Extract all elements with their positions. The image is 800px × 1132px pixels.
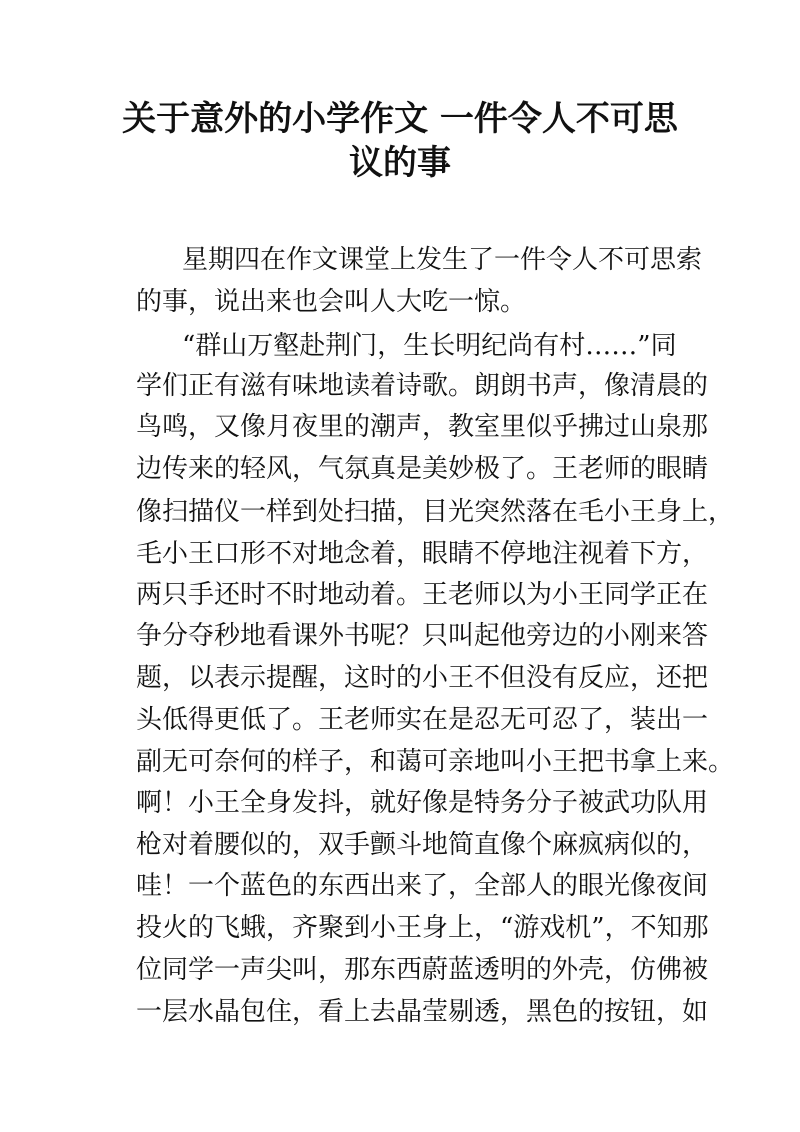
paragraph-line: “群山万壑赴荆门，生长明纪尚有村……”同	[182, 331, 677, 361]
paragraph-line: 位同学一声尖叫，那东西蔚蓝透明的外壳，仿佛被	[136, 955, 709, 985]
paragraph-line: 边传来的轻风，气氛真是美妙极了。王老师的眼睛	[136, 454, 709, 484]
document-title-line-2: 议的事	[349, 143, 451, 183]
document-title-line-1: 关于意外的小学作文 一件令人不可思	[122, 99, 678, 139]
paragraph-line: 鸟鸣，又像月夜里的潮声，教室里似乎拂过山泉那	[136, 412, 709, 442]
paragraph-line: 哇！一个蓝色的东西出来了，全部人的眼光像夜间	[136, 871, 709, 901]
paragraph-line: 争分夺秒地看课外书呢？只叫起他旁边的小刚来答	[136, 621, 709, 651]
paragraph-line: 像扫描仪一样到处扫描，目光突然落在毛小王身上，	[136, 497, 735, 527]
paragraph-line: 枪对着腰似的，双手颤斗地简直像个麻疯病似的，	[136, 830, 709, 860]
paragraph-line: 的事，说出来也会叫人大吃一惊。	[136, 287, 527, 317]
paragraph-line: 一层水晶包住，看上去晶莹剔透，黑色的按钮，如	[136, 997, 709, 1027]
paragraph-line: 题，以表示提醒，这时的小王不但没有反应，还把	[136, 663, 709, 693]
paragraph-line: 学们正有滋有味地读着诗歌。朗朗书声，像清晨的	[136, 371, 709, 401]
paragraph-line: 两只手还时不时地动着。王老师以为小王同学正在	[136, 580, 709, 610]
paragraph-line: 毛小王口形不对地念着，眼睛不停地注视着下方，	[136, 539, 709, 569]
paragraph-line: 头低得更低了。王老师实在是忍无可忍了，装出一	[136, 705, 709, 735]
paragraph-line: 星期四在作文课堂上发生了一件令人不可思索	[182, 245, 703, 275]
paragraph-line: 投火的飞蛾，齐聚到小王身上，“游戏机”，不知那	[136, 913, 709, 943]
paragraph-line: 副无可奈何的样子，和蔼可亲地叫小王把书拿上来。	[136, 747, 735, 777]
paragraph-line: 啊！小王全身发抖，就好像是特务分子被武功队用	[136, 788, 709, 818]
